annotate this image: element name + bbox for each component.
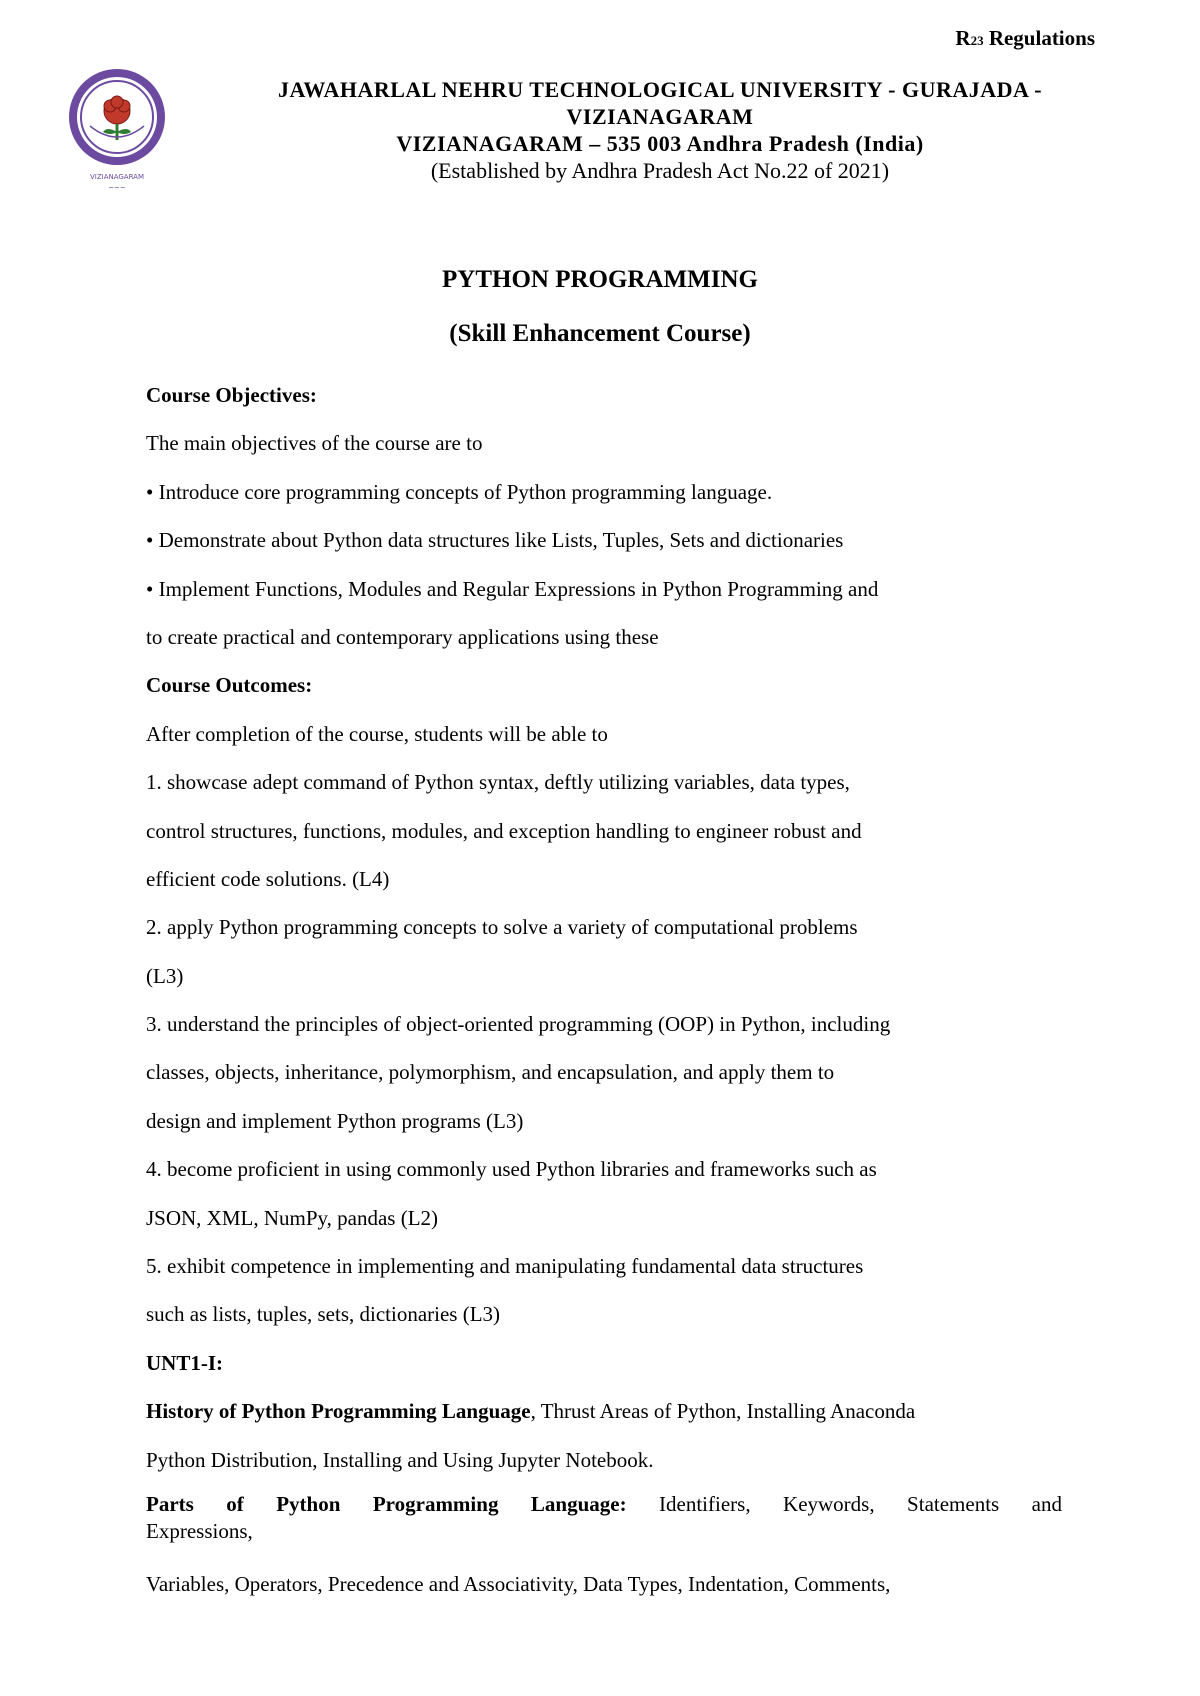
outcome-line: classes, objects, inheritance, polymorphism, and encapsulation, and apply them to (146, 1060, 835, 1085)
outcomes-heading: Course Outcomes: (146, 673, 313, 698)
svg-text:~~~: ~~~ (108, 184, 126, 192)
parts-line2: Expressions, (146, 1518, 253, 1543)
parts-text: Identifiers, Keywords, Statements and (626, 1491, 1062, 1516)
outcome-line: 5. exhibit competence in implementing and manipulating fundamental data structures (146, 1254, 864, 1279)
outcome-line: such as lists, tuples, sets, dictionaries (L3) (146, 1302, 501, 1327)
regulation-label: R23 Regulations (955, 26, 1095, 50)
objective-item: • Implement Functions, Modules and Regular Expressions in Python Programming and (146, 576, 879, 601)
university-name-line1: JAWAHARLAL NEHRU TECHNOLOGICAL UNIVERSITY - GURAJADA - (277, 77, 1043, 102)
course-title: PYTHON PROGRAMMING (442, 266, 758, 293)
parts-line1 (146, 1491, 1062, 1518)
svg-text:VIZIANAGARAM: VIZIANAGARAM (89, 173, 145, 181)
document-body (146, 378, 1062, 1615)
unit1-history-line2: Python Distribution, Installing and Using Jupyter Notebook. (146, 1447, 654, 1472)
university-logo-icon (66, 66, 168, 196)
objective-item: • Demonstrate about Python data structures like Lists, Tuples, Sets and dictionaries (146, 528, 844, 553)
outcome-line: 4. become proficient in using commonly used Python libraries and frameworks such as (146, 1157, 877, 1182)
outcome-line: (L3) (146, 963, 184, 988)
outcome-line: 2. apply Python programming concepts to solve a variety of computational problems (146, 915, 858, 940)
outcome-line: control structures, functions, modules, and exception handling to engineer robust and (146, 818, 862, 843)
objectives-heading: Course Objectives: (146, 383, 317, 407)
unit1-heading: UNT1-I: (146, 1350, 223, 1375)
objectives-intro: The main objectives of the course are to (146, 431, 483, 456)
course-subtitle: (Skill Enhancement Course) (449, 320, 751, 347)
unit1-history-line (146, 1394, 1062, 1442)
outcome-line: JSON, XML, NumPy, pandas (L2) (146, 1205, 439, 1230)
unit1-parts-paragraph (146, 1491, 1062, 1567)
university-established: (Established by Andhra Pradesh Act No.22 of 2021) (430, 158, 890, 183)
unit1-variables-line: Variables, Operators, Precedence and Associativity, Data Types, Indentation, Comments, (146, 1571, 891, 1596)
outcome-line: efficient code solutions. (L4) (146, 866, 390, 891)
objective-item: to create practical and contemporary applications using these (146, 624, 659, 649)
history-heading: History of Python Programming Language (146, 1399, 531, 1424)
history-text: , Thrust Areas of Python, Installing Anaconda (530, 1399, 916, 1424)
university-header (200, 76, 1120, 184)
parts-heading: Parts of Python Programming Language: (146, 1491, 627, 1516)
university-name-line2: VIZIANAGARAM (566, 104, 754, 129)
outcome-line: design and implement Python programs (L3) (146, 1108, 524, 1133)
university-address: VIZIANAGARAM – 535 003 Andhra Pradesh (India) (396, 131, 924, 156)
objective-item: • Introduce core programming concepts of Python programming language. (146, 479, 773, 504)
outcome-line: 1. showcase adept command of Python syntax, deftly utilizing variables, data types, (146, 770, 850, 795)
outcomes-intro: After completion of the course, students will be able to (146, 721, 608, 746)
outcome-line: 3. understand the principles of object-oriented programming (OOP) in Python, including (146, 1012, 891, 1037)
